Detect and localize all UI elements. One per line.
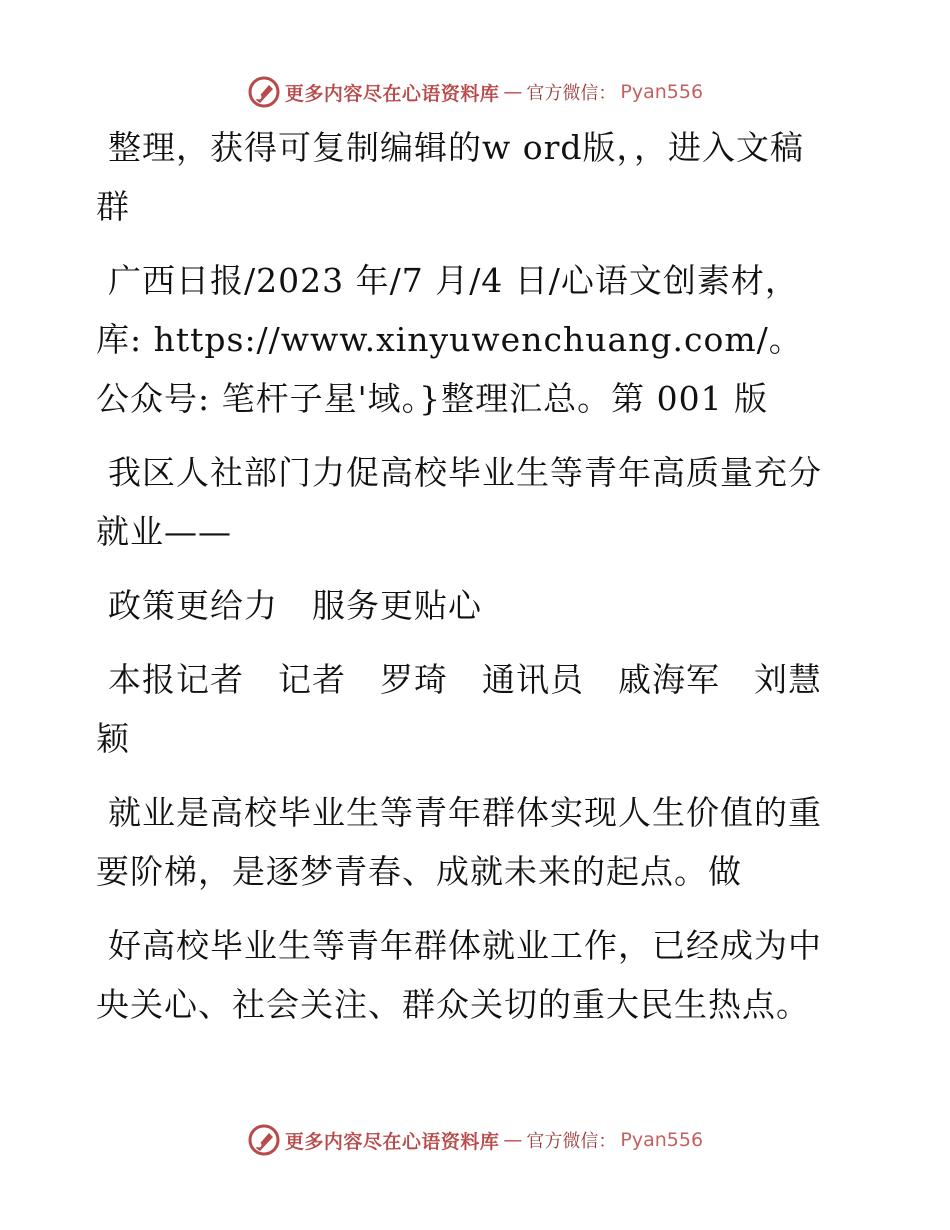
article-body (96, 118, 831, 1049)
article-subheadline: 政策更给力 服务更贴心 (108, 586, 482, 625)
watermark-dash: — (503, 1129, 523, 1151)
watermark-official-label: 官方微信： (526, 83, 617, 104)
watermark-main-text: 更多内容尽在心语资料库 (284, 1130, 500, 1153)
watermark-dash: — (503, 81, 523, 103)
footer-watermark (0, 1120, 950, 1160)
watermark-wechat-id: Pyan556 (620, 81, 704, 103)
pen-logo-icon (247, 1123, 281, 1157)
article-byline: 本报记者 记者 罗琦 通讯员 戚海军 刘慧颖 (96, 660, 822, 758)
paragraph-source: 广西日报/2023 年/7 月/4 日/心语文创素材，库: https://www.xinyuwenchuang.com/。公众号: 笔杆子星'域。}整理汇总。第 001 版 (96, 261, 803, 418)
header-watermark (0, 72, 950, 112)
paragraph-body-2: 好高校毕业生等青年群体就业工作，已经成为中央关心、社会关注、群众关切的重大民生热点。 (96, 926, 822, 1024)
watermark-wechat-id: Pyan556 (620, 1129, 704, 1151)
watermark-official-label: 官方微信： (526, 1131, 617, 1152)
paragraph-note: 整理，获得可复制编辑的w ord版，，进入文稿群 (96, 128, 805, 226)
article-headline: 我区人社部门力促高校毕业生等青年高质量充分就业—— (96, 453, 822, 551)
watermark-main-text: 更多内容尽在心语资料库 (284, 82, 500, 105)
paragraph-body-1: 就业是高校毕业生等青年群体实现人生价值的重要阶梯，是逐梦青春、成就未来的起点。做 (96, 793, 822, 891)
pen-logo-icon (247, 75, 281, 109)
